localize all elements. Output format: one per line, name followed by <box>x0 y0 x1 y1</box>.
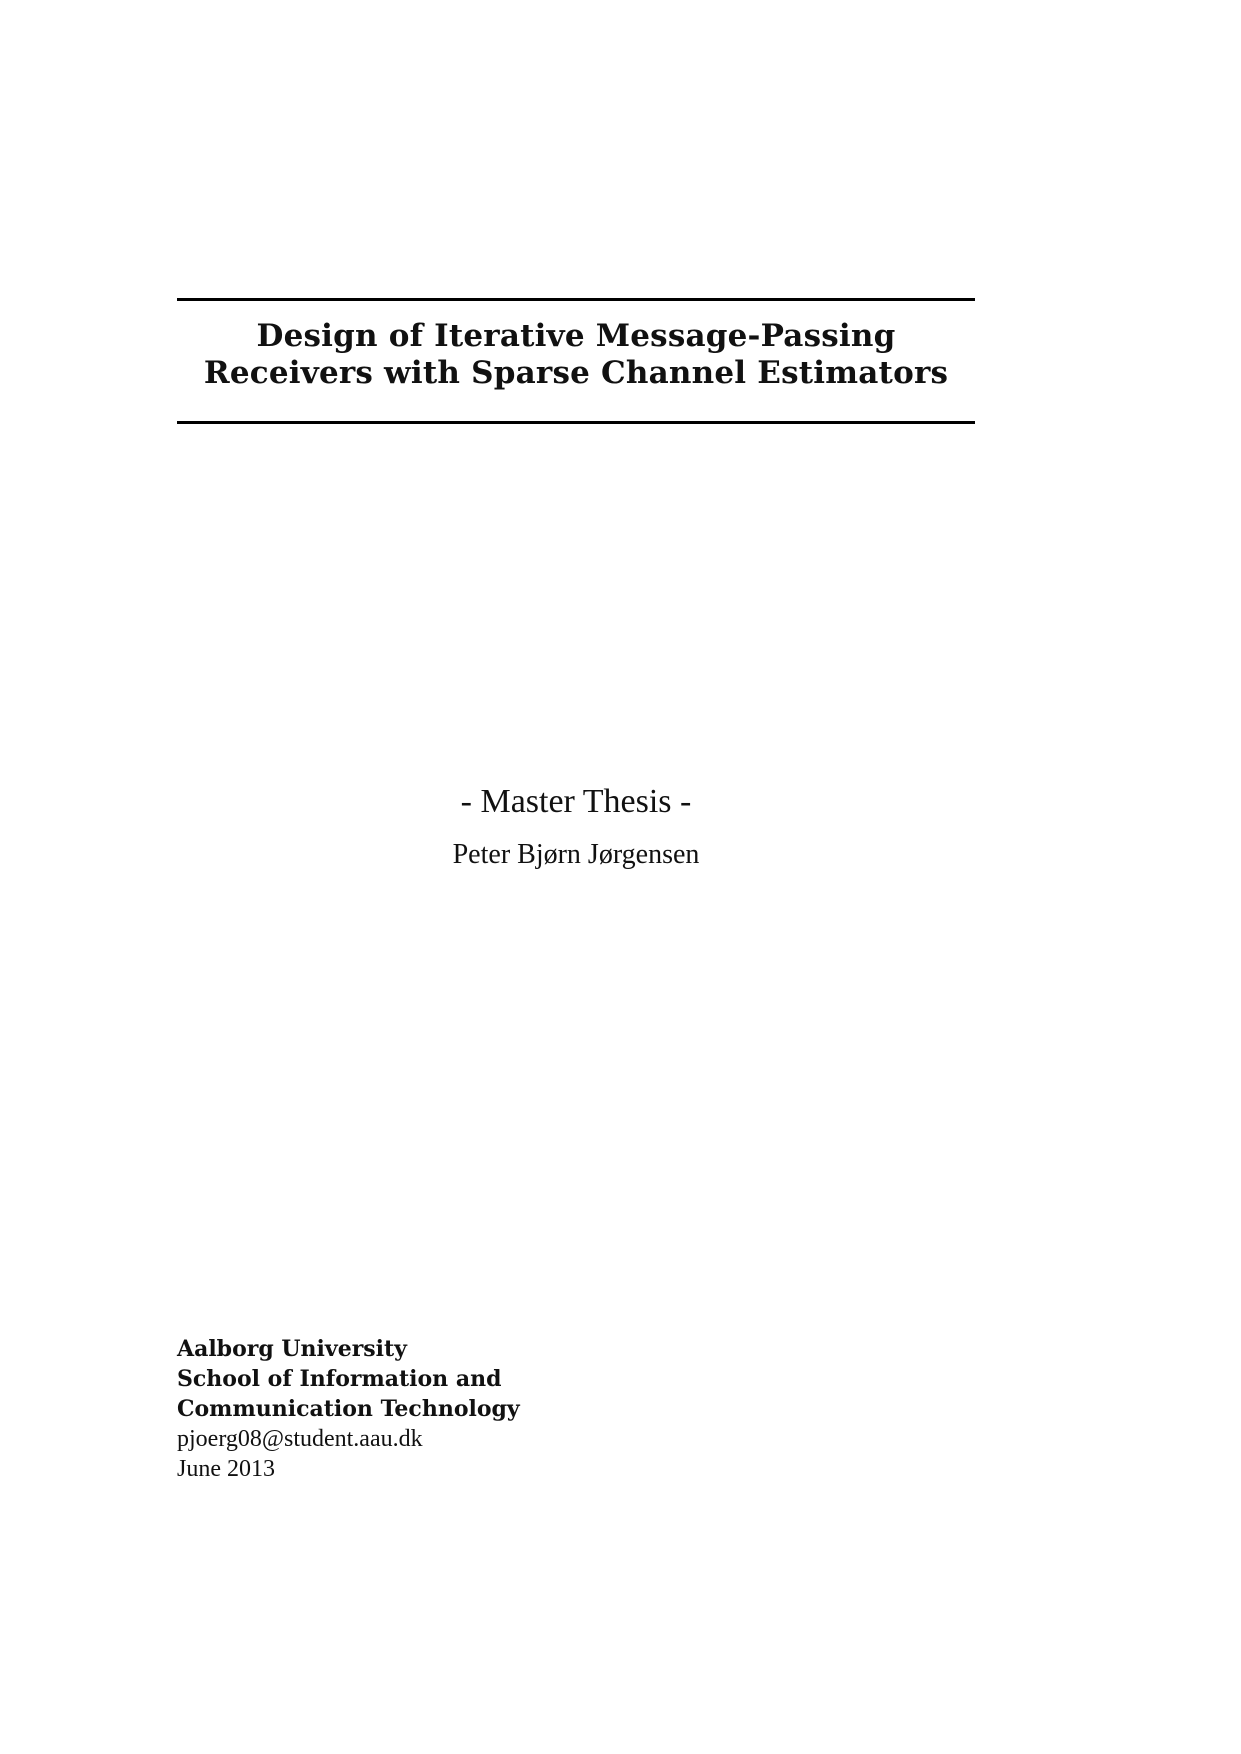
title-line-1: Design of Iterative Message-Passing <box>256 318 896 354</box>
submission-date: June 2013 <box>177 1456 275 1482</box>
school-name-line-2: Communication Technology <box>177 1396 520 1422</box>
document-type: - Master Thesis - <box>460 783 692 820</box>
author-name: Peter Bjørn Jørgensen <box>452 839 700 870</box>
affiliation-block <box>177 1334 777 1484</box>
author-email: pjoerg08@student.aau.dk <box>177 1426 423 1452</box>
university-name: Aalborg University <box>177 1336 407 1362</box>
school-name-line-1: School of Information and <box>177 1366 502 1392</box>
thesis-title <box>177 318 975 392</box>
title-top-rule <box>177 298 975 301</box>
title-bottom-rule <box>177 421 975 424</box>
title-line-2: Receivers with Sparse Channel Estimators <box>203 355 949 391</box>
